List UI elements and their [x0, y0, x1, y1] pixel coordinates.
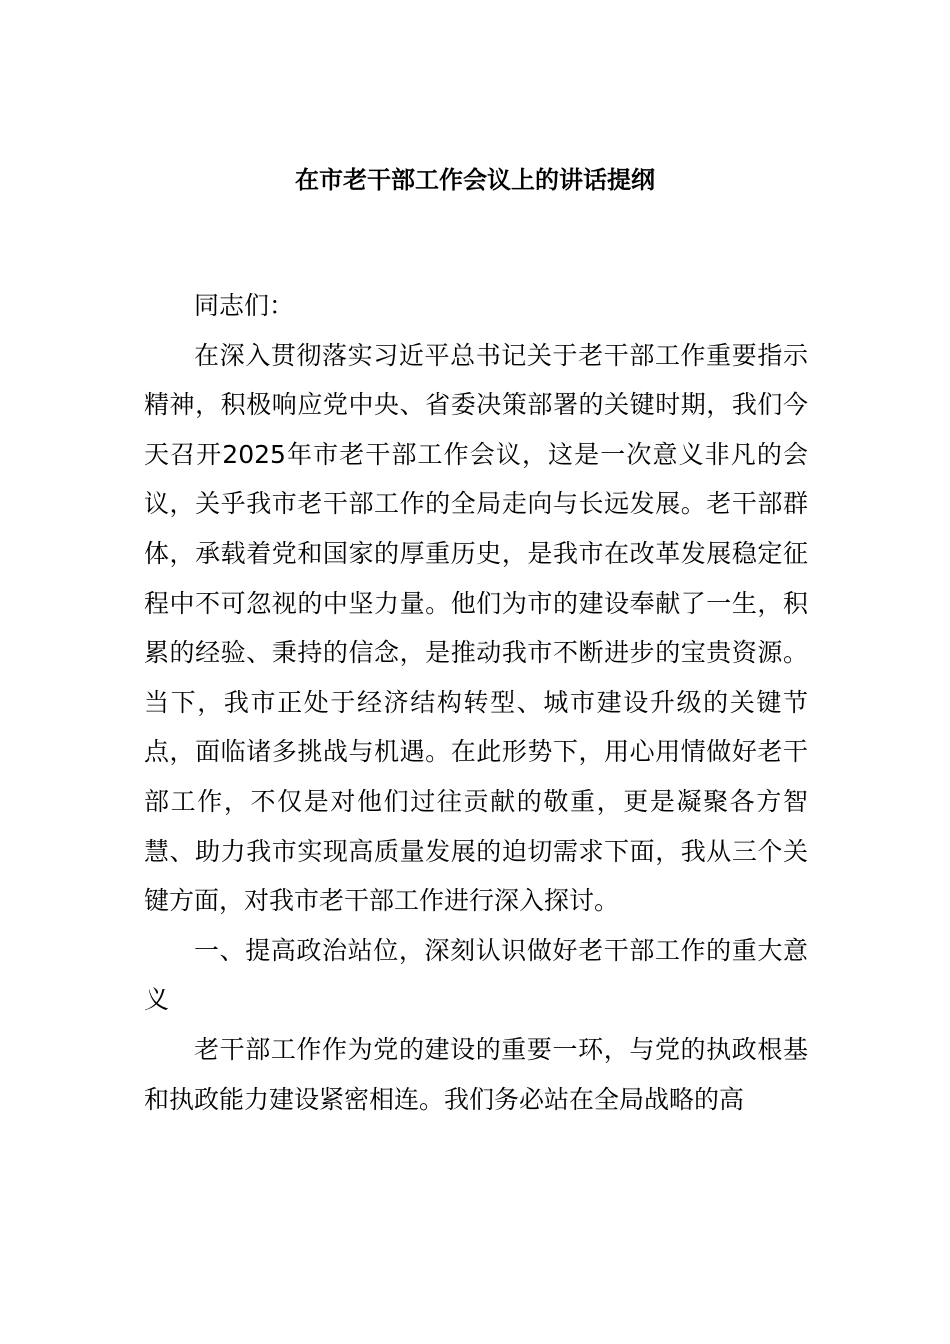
document-body — [144, 281, 808, 1124]
salutation: 同志们： — [194, 291, 295, 320]
section-heading-1: 一、提高政治站位，深刻认识做好老干部工作的重大意义 — [144, 935, 808, 1015]
body-paragraph-section-1: 老干部工作作为党的建设的重要一环，与党的执政根基和执政能力建设紧密相连。我们务必站在全局战略的高 — [144, 1034, 808, 1114]
document-title: 在市老干部工作会议上的讲话提纲 — [295, 166, 655, 194]
body-paragraph-intro: 在深入贯彻落实习近平总书记关于老干部工作重要指示精神，积极响应党中央、省委决策部署的关键时期，我们今天召开2025年市老干部工作会议，这是一次意义非凡的会议，关乎我市老干部工作的全局走向与长远发展。老干部群体，承载着党和国家的厚重历史，是我市在改革发展稳定征程中不可忽视的中坚力量。他们为市的建设奉献了一生，积累的经验、秉持的信念，是推动我市不断进步的宝贵资源。当下，我市正处于经济结构转型、城市建设升级的关键节点，面临诸多挑战与机遇。在此形势下，用心用情做好老干部工作，不仅是对他们过往贡献的敬重，更是凝聚各方智慧、助力我市实现高质量发展的迫切需求下面，我从三个关键方面，对我市老干部工作进行深入探讨。 — [144, 340, 808, 916]
